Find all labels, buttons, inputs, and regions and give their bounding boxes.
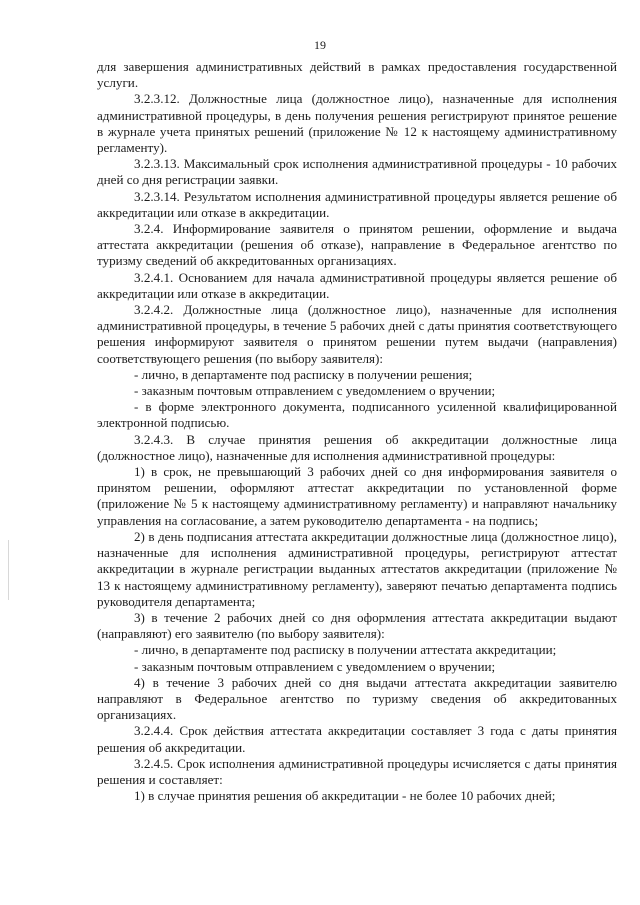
paragraph: 3.2.3.12. Должностные лица (должностное лицо), назначенные для исполнения административной процедуры, в день получения решения регистрируют принятое решение в журнале учета принятых решений (приложение № 12 к настоящему административному регламенту).	[97, 91, 617, 156]
list-item: 1) в случае принятия решения об аккредитации - не более 10 рабочих дней;	[134, 788, 556, 804]
list-item: 4) в течение 3 рабочих дней со дня выдачи аттестата аккредитации заявителю направляют в Федеральное агентство по туризму сведения об аккредитованных организациях.	[97, 674, 617, 723]
paragraph: 3.2.4.1. Основанием для начала административной процедуры является решение об аккредитации или отказе в аккредитации.	[97, 269, 617, 301]
list-item: - в форме электронного документа, подписанного усиленной квалифицированной электронной подписью.	[97, 399, 617, 431]
list-item: - лично, в департаменте под расписку в получении решения;	[134, 366, 473, 382]
list-item: - заказным почтовым отправлением с уведомлением о вручении;	[134, 383, 496, 399]
scan-margin-mark	[8, 540, 9, 600]
page-number: 19	[314, 38, 326, 52]
document-body	[97, 59, 617, 804]
list-item: 3) в течение 2 рабочих дней со дня оформления аттестата аккредитации выдают (направляют) его заявителю (по выбору заявителя):	[97, 609, 617, 642]
paragraph: для завершения административных действий в рамках предоставления государственной услуги.	[97, 59, 617, 91]
list-item: - лично, в департаменте под расписку в получении аттестата аккредитации;	[134, 642, 557, 658]
paragraph: 3.2.3.13. Максимальный срок исполнения административной процедуры - 10 рабочих дней со дня регистрации заявки.	[97, 156, 617, 188]
list-item: 2) в день подписания аттестата аккредитации должностные лица (должностное лицо), назначенные для исполнения административной процедуры, регистрируют аттестат аккредитации в журнале регистрации выданных аттестатов аккредитации (приложение № 13 к настоящему административному регламенту), заверяют печатью департамента подпись руководителя департамента;	[97, 528, 617, 609]
paragraph: 3.2.4.2. Должностные лица (должностное лицо), назначенные для исполнения административной процедуры, в течение 5 рабочих дней с даты принятия соответствующего решения информируют заявителя о принятом решении путем выдачи (направления) соответствующего решения (по выбору заявителя):	[97, 302, 617, 366]
list-item: 1) в срок, не превышающий 3 рабочих дней со дня информирования заявителя о принятом решении, оформляют аттестат аккредитации по установленной форме (приложение № 5 к настоящему административному регламенту) и направляют начальнику управления на согласование, а затем руководителю департамента - на подпись;	[97, 464, 617, 528]
paragraph: 3.2.4.3. В случае принятия решения об аккредитации должностные лица (должностное лицо), назначенные для исполнения административной процедуры:	[97, 431, 617, 463]
paragraph: 3.2.4. Информирование заявителя о принятом решении, оформление и выдача аттестата аккредитации (решения об отказе), направление в Федеральное агентство по туризму сведений об аккредитованных организациях.	[97, 221, 617, 269]
paragraph: 3.2.4.4. Срок действия аттестата аккредитации составляет 3 года с даты принятия решения об аккредитации.	[97, 723, 617, 755]
paragraph: 3.2.4.5. Срок исполнения административной процедуры исчисляется с даты принятия решения и составляет:	[97, 755, 617, 787]
paragraph: 3.2.3.14. Результатом исполнения административной процедуры является решение об аккредитации или отказе в аккредитации.	[97, 188, 617, 220]
list-item: - заказным почтовым отправлением с уведомлением о вручении;	[134, 658, 496, 674]
